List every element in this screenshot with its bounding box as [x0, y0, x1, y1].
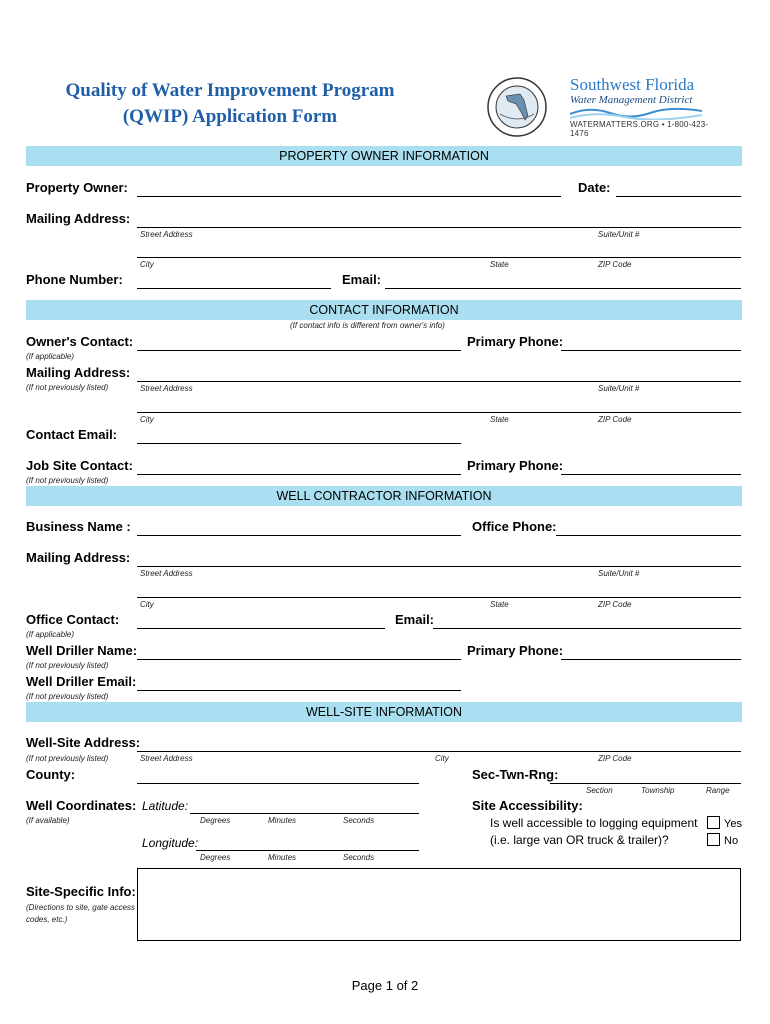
well-coordinates-label: Well Coordinates: — [26, 798, 137, 813]
owner-email-field[interactable] — [385, 288, 741, 289]
site-specific-info-textarea[interactable] — [137, 868, 741, 941]
date-label: Date: — [578, 180, 611, 195]
site-specific-info-note-2: codes, etc.) — [26, 915, 68, 924]
suite-hint: Suite/Unit # — [598, 569, 640, 578]
office-contact-note: (If applicable) — [26, 630, 75, 639]
contact-email-field[interactable] — [137, 443, 461, 444]
city-hint: City — [140, 415, 154, 424]
well-driller-email-field[interactable] — [137, 690, 461, 691]
job-site-contact-field[interactable] — [137, 474, 461, 475]
logo-contact: WATERMATTERS.ORG • 1-800-423-1476 — [570, 120, 709, 138]
mailing-street-field[interactable] — [137, 227, 741, 228]
date-field[interactable] — [616, 196, 741, 197]
lat-minutes-hint: Minutes — [268, 816, 297, 825]
access-question-line1: Is well accessible to logging equipment — [490, 816, 698, 830]
job-site-contact-label: Job Site Contact: — [26, 458, 133, 473]
street-hint: Street Address — [140, 230, 193, 239]
section-contact: CONTACT INFORMATION — [26, 300, 742, 320]
form-title-line2: (QWIP) Application Form — [122, 106, 338, 127]
contact-email-label: Contact Email: — [26, 427, 118, 442]
access-yes-checkbox[interactable] — [707, 816, 720, 829]
logo-name-line2: Water Management District — [570, 94, 693, 106]
zip-hint: ZIP Code — [598, 600, 632, 609]
latitude-field[interactable] — [190, 813, 419, 814]
well-site-address-field[interactable] — [137, 751, 741, 752]
state-hint: State — [490, 260, 509, 269]
contact-mailing-note: (If not previously listed) — [26, 383, 109, 392]
primary-phone-field[interactable] — [561, 350, 741, 351]
contact-street-field[interactable] — [137, 381, 741, 382]
well-driller-name-label: Well Driller Name: — [26, 643, 138, 658]
section-well-site: WELL-SITE INFORMATION — [26, 702, 742, 722]
owners-contact-note: (If applicable) — [26, 352, 75, 361]
well-coordinates-note: (If available) — [26, 816, 70, 825]
job-primary-phone-label: Primary Phone: — [467, 458, 564, 473]
owners-contact-field[interactable] — [137, 350, 461, 351]
form-title — [30, 78, 430, 130]
owner-email-label: Email: — [342, 272, 382, 287]
business-name-field[interactable] — [137, 535, 461, 536]
owners-contact-label: Owner's Contact: — [26, 334, 134, 349]
well-driller-name-field[interactable] — [137, 659, 461, 660]
county-label: County: — [26, 767, 76, 782]
district-logo — [570, 75, 710, 138]
access-yes-label: Yes — [724, 818, 742, 830]
well-site-zip-hint: ZIP Code — [598, 754, 632, 763]
mailing-address-label: Mailing Address: — [26, 211, 131, 226]
longitude-label: Longitude: — [142, 836, 199, 850]
latitude-label: Latitude: — [142, 799, 189, 813]
office-contact-label: Office Contact: — [26, 612, 120, 627]
primary-phone-label: Primary Phone: — [467, 334, 564, 349]
contact-mailing-label: Mailing Address: — [26, 365, 131, 380]
county-field[interactable] — [137, 783, 419, 784]
section-property-owner: PROPERTY OWNER INFORMATION — [26, 146, 742, 166]
mailing-city-field[interactable] — [137, 257, 741, 258]
driller-primary-phone-label: Primary Phone: — [467, 643, 564, 658]
state-hint: State — [490, 600, 509, 609]
office-phone-field[interactable] — [556, 535, 741, 536]
zip-hint: ZIP Code — [598, 415, 632, 424]
access-no-checkbox[interactable] — [707, 833, 720, 846]
well-site-address-note: (If not previously listed) — [26, 754, 109, 763]
business-name-label: Business Name : — [26, 519, 131, 534]
zip-hint: ZIP Code — [598, 260, 632, 269]
page-number: Page 1 of 2 — [351, 978, 419, 993]
suite-hint: Suite/Unit # — [598, 384, 640, 393]
office-phone-label: Office Phone: — [472, 519, 557, 534]
well-driller-name-note: (If not previously listed) — [26, 661, 109, 670]
job-site-contact-note: (If not previously listed) — [26, 476, 109, 485]
range-hint: Range — [706, 786, 730, 795]
street-hint: Street Address — [140, 569, 193, 578]
district-seal-icon — [486, 76, 548, 138]
phone-number-label: Phone Number: — [26, 272, 123, 287]
contractor-mailing-label: Mailing Address: — [26, 550, 131, 565]
contractor-email-label: Email: — [395, 612, 435, 627]
sec-twn-rng-field[interactable] — [550, 783, 741, 784]
office-contact-field[interactable] — [137, 628, 385, 629]
city-hint: City — [140, 260, 154, 269]
lat-seconds-hint: Seconds — [343, 816, 375, 825]
lon-degrees-hint: Degrees — [200, 853, 231, 862]
well-site-street-hint: Street Address — [140, 754, 193, 763]
contractor-email-field[interactable] — [433, 628, 741, 629]
well-site-address-label: Well-Site Address: — [26, 735, 141, 750]
section-hint: Section — [586, 786, 613, 795]
site-specific-info-label: Site-Specific Info: — [26, 884, 136, 899]
well-site-city-hint: City — [435, 754, 449, 763]
contact-city-field[interactable] — [137, 412, 741, 413]
phone-number-field[interactable] — [137, 288, 331, 289]
well-driller-email-label: Well Driller Email: — [26, 674, 137, 689]
lon-minutes-hint: Minutes — [268, 853, 297, 862]
lon-seconds-hint: Seconds — [343, 853, 375, 862]
access-no-label: No — [724, 835, 739, 847]
section-well-contractor: WELL CONTRACTOR INFORMATION — [26, 486, 742, 506]
property-owner-label: Property Owner: — [26, 180, 128, 195]
site-specific-info-note-1: (Directions to site, gate access — [26, 903, 135, 912]
contact-note: (If contact info is different from owner's info) — [290, 321, 445, 330]
suite-hint: Suite/Unit # — [598, 230, 640, 239]
longitude-field[interactable] — [196, 850, 419, 851]
street-hint: Street Address — [140, 384, 193, 393]
township-hint: Township — [641, 786, 675, 795]
property-owner-field[interactable] — [137, 196, 561, 197]
state-hint: State — [490, 415, 509, 424]
city-hint: City — [140, 600, 154, 609]
job-primary-phone-field[interactable] — [561, 474, 741, 475]
lat-degrees-hint: Degrees — [200, 816, 231, 825]
site-accessibility-label: Site Accessibility: — [472, 798, 583, 813]
waves-icon — [570, 106, 702, 120]
logo-name-line1: Southwest Florida — [570, 75, 695, 94]
access-question-line2: (i.e. large van OR truck & trailer)? — [490, 833, 669, 847]
contractor-city-field[interactable] — [137, 597, 741, 598]
contractor-street-field[interactable] — [137, 566, 741, 567]
driller-primary-phone-field[interactable] — [561, 659, 741, 660]
sec-twn-rng-label: Sec-Twn-Rng: — [472, 767, 559, 782]
well-driller-email-note: (If not previously listed) — [26, 692, 109, 701]
form-title-line1: Quality of Water Improvement Program — [65, 80, 395, 101]
